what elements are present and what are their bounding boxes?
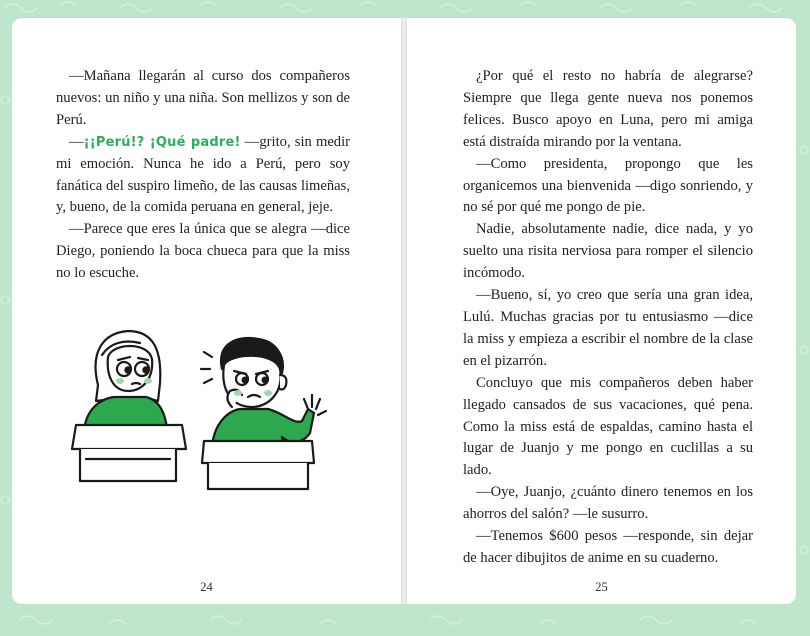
children-at-desks-illustration [62,313,342,498]
right-page [407,18,796,604]
paragraph: —Como presidenta, propongo que les organicemos una bienvenida —digo sonriendo, y no sé por qué me pongo de pie. [463,155,753,216]
paragraph-text: —Mañana llegarán al curso dos compañeros nuevos: un niño y una niña. Son mellizos y son de Perú. [56,68,350,128]
paragraph-text: —grito, sin medir mi emoción. Nunca he ido a Perú, pero soy fanática del suspiro limeño, de las causas limeñas, y, bueno, de la comida peruana en general, jeje. [56,133,351,216]
paragraph: —Tenemos $600 pesos —responde, sin dejar de hacer dibujitos de anime en su cuaderno. [463,528,753,566]
paragraph: —Bueno, sí, yo creo que sería una gran idea, Lulú. Muchas gracias por tu entusiasmo —dice la miss y empieza a escribir el nombre de la clase en el pizarrón. [463,287,753,369]
paragraph: ¿Por qué el resto no habría de alegrarse? Siempre que llega gente nueva nos ponemos felices. Busco apoyo en Luna, pero mi amiga está distraída mirando por la ventana. [463,68,753,150]
left-page-text [56,66,350,285]
paragraph [56,219,350,285]
right-page-text [463,66,753,570]
highlighted-exclamation: ¡¡Perú!? ¡Qué padre! [83,134,241,150]
paragraph: —Oye, Juanjo, ¿cuánto dinero tenemos en los ahorros del salón? —le susurro. [463,484,753,523]
paragraph-text: — [69,133,84,150]
page-number: 24 [200,580,213,594]
paragraph [56,132,350,220]
paragraph: Concluyo que mis compañeros deben haber llegado cansados de sus vacaciones, qué pena. Como la miss está de espaldas, camino hasta el lugar de Juanjo y me pongo en cuclillas a su lado. [463,374,753,479]
page-number: 25 [595,580,608,594]
paragraph [56,66,350,132]
paragraph-text: —Parece que eres la única que se alegra —dice Diego, poniendo la boca chueca para que la miss no lo escuche. [56,221,350,282]
paragraph: Nadie, absolutamente nadie, dice nada, y yo suelto una risita nerviosa para romper el silencio incómodo. [463,221,753,282]
left-page [12,18,401,604]
